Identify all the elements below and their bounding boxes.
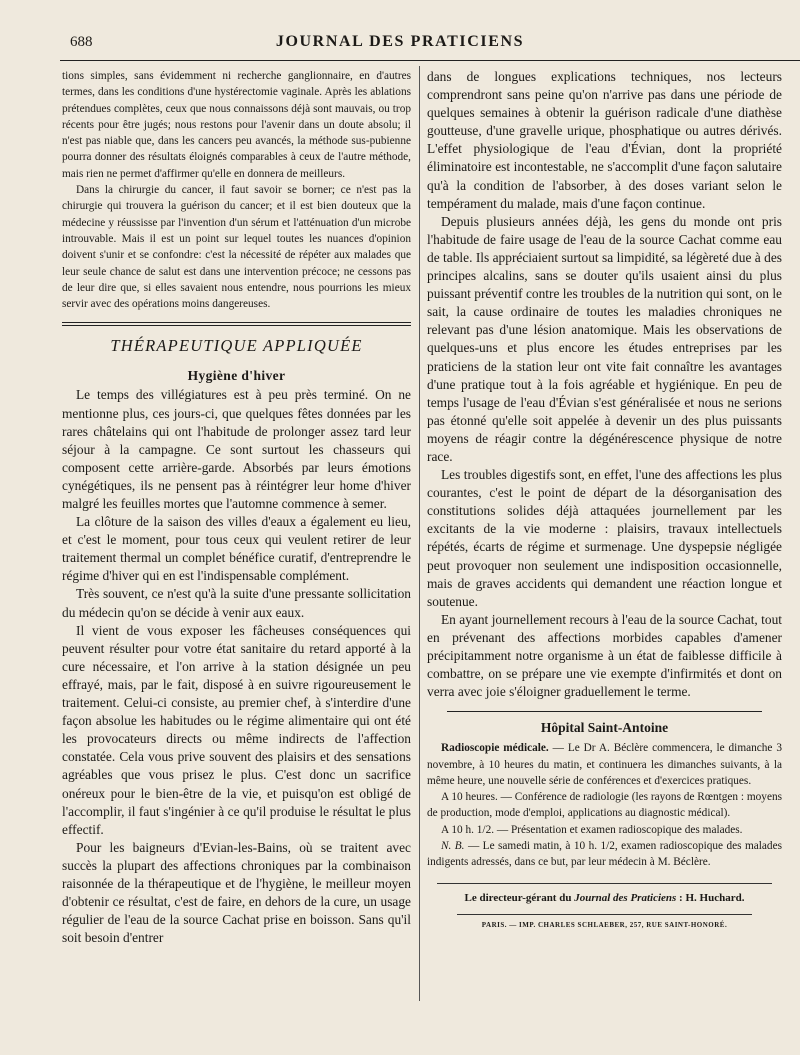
footer-rule [437, 883, 772, 884]
schedule-10h: A 10 heures. — Conférence de radiologie (les rayons de Rœntgen : moyens de production, mode d'emploi, applications au diagnostic médical). [427, 791, 783, 820]
nb-text: — Le samedi matin, à 10 h. 1/2, examen radioscopique des malades indigents adressés, dans ce but, par leur médecin à M. Béclère. [427, 840, 782, 869]
imprint-rule [457, 914, 752, 915]
digestive-paragraph: Les troubles digestifs sont, en effet, l'une des affections les plus courantes, c'est le point de départ de la désorganisation des constitutions solides déjà attaquées journellement par les excitants de la vie moderne : plaisirs, travaux intellectuels répétés, écarts de régime et surmenage. Une dyspepsie négligée peut provoquer non seulement une indisposition occasionnelle, mais de graves accidents qui demandent une réaction longue et soutenue. [427, 467, 782, 609]
nb-lead: N. B. [441, 840, 465, 853]
hospital-title: Hôpital Saint-Antoine [540, 720, 669, 736]
radioscopy-lead: Radioscopie médicale. [441, 742, 549, 755]
nb-paragraph [427, 838, 782, 871]
page-number: 688 [70, 34, 93, 50]
director-line [427, 892, 782, 904]
cachat-paragraph: Depuis plusieurs années déjà, les gens du monde ont pris l'habitude de faire usage de l'eau de la source Cachat comme eau de table. Ils appréciaient surtout sa limpidité, sa légèreté due à des principes alcalins, sans se douter qu'ils usaient ainsi du plus puissant préventif contre les troubles de la nutrition qui sont, on le sait, la cause ordinaire de toutes les maladies chroniques ne relevant pas d'une lésion anatomique. Mais les observations de quelques-uns et plus encore les études entreprises par les praticiens de la station leur ont vite fait connaître les avantages d'une pratique tout à la fois agréable et hygiénique. En peu de temps l'usage de l'eau d'Évian s'est généralisée et nous ne serions pas étonné qu'elle soit appelée à devenir un des plus puissants moyens de réagir contre la dégénérescence physique de notre race. [427, 213, 782, 464]
section-separator [62, 322, 411, 326]
column-divider [419, 66, 420, 1001]
hospital-rule [447, 711, 762, 712]
body-paragraph-4: Il vient de vous exposer les fâcheuses conséquences qui peuvent résulter pour votre état sanitaire du retard apporté à la cure nécessaire, et l'on arrive à la station désignée un peu effrayé, mais, par le fait, disposé à en suivre rigoureusement le traitement. Celui-ci consiste, au premier chef, à s'interdire d'une façon absolue les habitudes ou le régime alimentaire qui ont été les provocateurs directs ou même indirects de l'affection constatée. Cela vous prive souvent des plaisirs et des sensations agréables que vous prisez le plus. C'est donc un sacrifice onéreux pour le bien-être de la vie, et puisqu'on est obligé de l'accomplir, il faut s'ingénier à ce qu'il produise le résultat le plus effectif. [62, 622, 411, 837]
header-rule [60, 60, 800, 61]
schedule-10h30: A 10 h. 1/2. — Présentation et examen radioscopique des malades. [441, 823, 743, 836]
director-prefix: Le directeur-gérant du [464, 891, 575, 904]
radioscopy-paragraph [427, 740, 782, 789]
body-paragraph-5: Pour les baigneurs d'Evian-les-Bains, où se traitent avec succès la plupart des affections chroniques par la combinaison raisonnée de la thérapeutique et de l'hygiène, le meilleur moyen d'obtenir ce résultat, c'est de faire, en dehors de la cure, un usage régulier de l'eau de la source Cachat prise en boisson. Sans qu'il soit besoin d'entrer [62, 839, 411, 946]
body-paragraph-3: Très souvent, ce n'est qu'à la suite d'une pressante sollicitation du médecin qu'on se décide à venir aux eaux. [62, 586, 411, 620]
director-name: : H. Huchard. [676, 891, 745, 904]
body-paragraph-2: La clôture de la saison des villes d'eaux a également eu lieu, et c'est le moment, pour tous ceux qui veulent retirer de leur traitement thermal un complet bénéfice curatif, d'entreprendre le régime d'hiver qui en est l'indispensable complément. [62, 514, 411, 584]
subsection-title: Hygiène d'hiver [187, 368, 286, 384]
conclusion-paragraph: En ayant journellement recours à l'eau de la source Cachat, tout en prévenant des affections morbides capables d'amener précipitamment notre organisme à un état de faiblesse difficile à combattre, on se prépare une vie exempte d'infirmités et dont on verra avec joie s'éloigner graduellement le terme. [427, 611, 782, 700]
right-column [427, 68, 782, 929]
continued-paragraph: dans de longues explications techniques, nos lecteurs comprendront sans peine qu'on n'arrive pas dans une période de quelques semaines à obtenir la guérison radicale d'une diathèse goutteuse, d'une gravelle urique, phosphatique ou autres dérivés. L'effet physiologique de l'eau d'Évian, dont la propriété éliminatoire est incontestable, ne s'accomplit d'une façon salutaire qu'à la condition de l'absorber, à des doses variant selon le tempérament du malade, mais d'une façon continue. [427, 69, 782, 211]
journal-title: JOURNAL DES PRATICIENS [275, 33, 525, 50]
cancer-paragraph: Dans la chirurgie du cancer, il faut savoir se borner; ce n'est pas la chirurgie qui trouvera la guérison du cancer; et il est bien douteux que la médecine y réussisse par l'invention d'un sérum et l'atténuation d'un microbe introuvable. Mais il est un point sur lequel toutes les nuances d'opinion doivent s'unir et se confondre: c'est la nécessité de répéter aux malades que leur seule chance de salut est dans une intervention précoce; ne cessons pas de leur dire que, si elles savaient nous entendre, nous pourrions les mieux servir avec des opérations moins dangereuses. [62, 184, 411, 311]
director-journal: Journal des Praticiens [574, 891, 677, 904]
section-title: THÉRAPEUTIQUE APPLIQUÉE [110, 336, 363, 356]
body-paragraph-1: Le temps des villégiatures est à peu près terminé. On ne mentionne plus, ces jours-ci, que quelques fêtes données par les rares châtelains qui ont l'habitude de prolonger assez tard leur séjour à la campagne. Ce sont surtout les chasseurs qui composent cette arrière-garde. Absorbés par leurs émotions cynégétiques, ils ne pensent pas à réintégrer leur home d'hiver malgré les feuilles mortes que l'automne commence à semer. [62, 387, 411, 512]
left-column [62, 68, 411, 947]
radioscopy-text: — Le Dr A. Béclère commencera, le dimanche 3 novembre, à 10 heures du matin, et continuera les dimanches suivants, à la même heure, une nouvelle série de conférences et d'exercices pratiques. [427, 742, 782, 787]
intro-paragraph: tions simples, sans évidemment ni recherche ganglionnaire, en d'autres termes, dans les conditions d'une hystérectomie vaginale. Après les ablations prétendues complètes, ceux que nous connaissons déjà sont mauvais, ou trop récents pour être jugés; nous restons pour l'avenir dans un doute absolu; il n'est pas niable que, dans les cancers peu avancés, la méthode sus-pubienne pourra donner des résultats éloignés comparables à ceux de l'autre méthode, mais rien ne permet d'affirmer qu'elle en donnera de meilleurs. [62, 70, 411, 180]
imprint: PARIS. — IMP. CHARLES SCHLAEBER, 257, RUE SAINT-HONORÉ. [481, 920, 728, 929]
